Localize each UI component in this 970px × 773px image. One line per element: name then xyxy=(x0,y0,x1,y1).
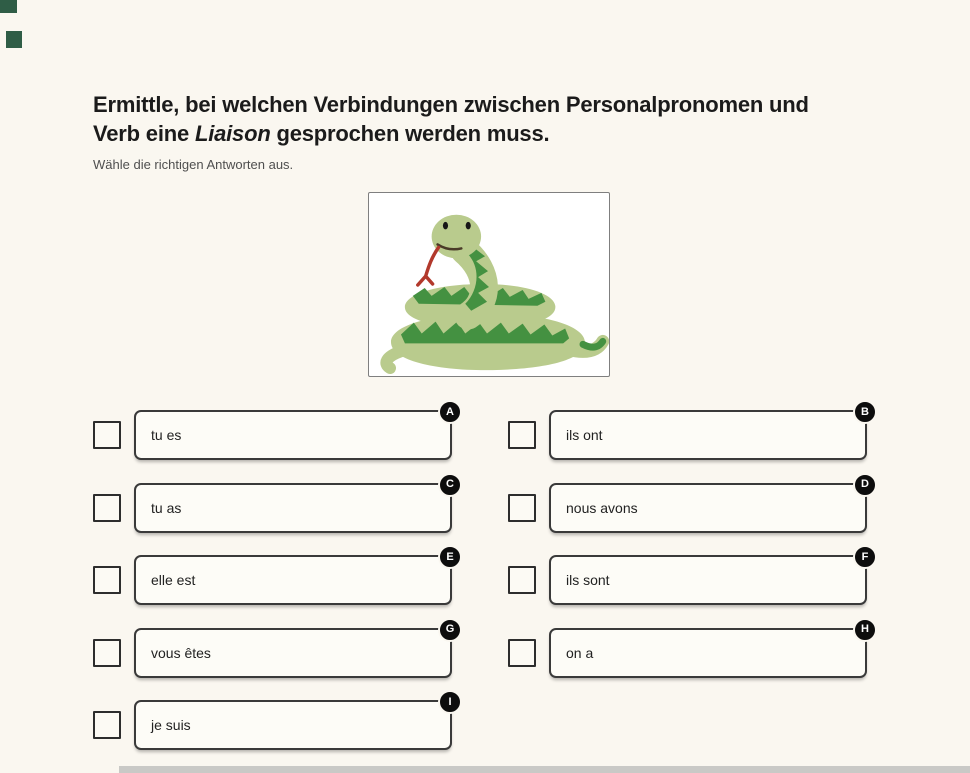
answer-option-e[interactable] xyxy=(134,550,454,605)
option-row-d xyxy=(508,478,869,533)
badge-letter-f: F xyxy=(853,545,877,569)
checkbox-option-a[interactable] xyxy=(93,421,121,449)
answer-option-c[interactable] xyxy=(134,478,454,533)
checkbox-option-d[interactable] xyxy=(508,494,536,522)
checkbox-option-c[interactable] xyxy=(93,494,121,522)
title-text-3: gesprochen werden muss. xyxy=(270,121,550,146)
checkbox-option-f[interactable] xyxy=(508,566,536,594)
options-column-left xyxy=(93,405,455,773)
title-text-2: Verb eine xyxy=(93,121,195,146)
answer-label: tu as xyxy=(151,499,182,516)
answer-option-a[interactable] xyxy=(134,405,454,460)
checkbox-option-b[interactable] xyxy=(508,421,536,449)
answer-option-i[interactable] xyxy=(134,695,452,750)
exercise-header xyxy=(93,90,913,172)
answer-label: tu es xyxy=(151,427,182,443)
exercise-title-line-1 xyxy=(93,90,913,119)
answer-option-f[interactable] xyxy=(549,550,869,605)
answer-option-g[interactable] xyxy=(134,623,455,678)
snake-illustration xyxy=(369,193,609,376)
exercise-image-card xyxy=(368,192,610,377)
answer-label: vous êtes xyxy=(151,644,211,661)
exercise-title-line-2 xyxy=(93,119,913,148)
checkbox-option-e[interactable] xyxy=(93,566,121,594)
answer-label: ils sont xyxy=(566,572,610,588)
top-left-marker-secondary xyxy=(6,31,22,48)
answer-option-d[interactable] xyxy=(549,478,869,533)
exercise-instruction: Wähle die richtigen Antworten aus. xyxy=(93,157,294,172)
badge-letter-i: I xyxy=(438,690,462,714)
answer-option-h[interactable] xyxy=(549,623,869,678)
title-text-1: Ermittle, bei welchen Verbindungen zwischen Personalpronomen und xyxy=(93,92,809,117)
top-left-marker-primary xyxy=(0,0,17,13)
badge-letter-c: C xyxy=(438,473,462,497)
title-italic-term: Liaison xyxy=(194,121,271,146)
answer-label: je suis xyxy=(151,717,191,733)
answer-option-b[interactable] xyxy=(549,405,869,460)
option-row-a xyxy=(93,405,454,460)
checkbox-option-i[interactable] xyxy=(93,711,121,739)
option-row-h xyxy=(508,623,869,678)
checkbox-option-h[interactable] xyxy=(508,639,536,667)
option-row-c xyxy=(93,478,454,533)
option-row-f xyxy=(508,550,869,605)
options-column-right xyxy=(508,405,869,773)
option-row-e xyxy=(93,550,454,605)
checkbox-option-g[interactable] xyxy=(93,639,121,667)
answer-label: elle est xyxy=(151,572,196,588)
option-row-g xyxy=(93,623,455,678)
answer-label: ils ont xyxy=(566,427,603,443)
badge-letter-h: H xyxy=(853,618,877,642)
badge-letter-b: B xyxy=(853,400,877,424)
badge-letter-d: D xyxy=(853,473,877,497)
badge-letter-a: A xyxy=(438,400,462,424)
option-row-i xyxy=(93,695,452,750)
answer-label: on a xyxy=(566,644,594,661)
option-row-b xyxy=(508,405,869,460)
answer-label: nous avons xyxy=(566,499,638,516)
badge-letter-e: E xyxy=(438,545,462,569)
badge-letter-g: G xyxy=(438,618,462,642)
options-area xyxy=(93,405,869,773)
